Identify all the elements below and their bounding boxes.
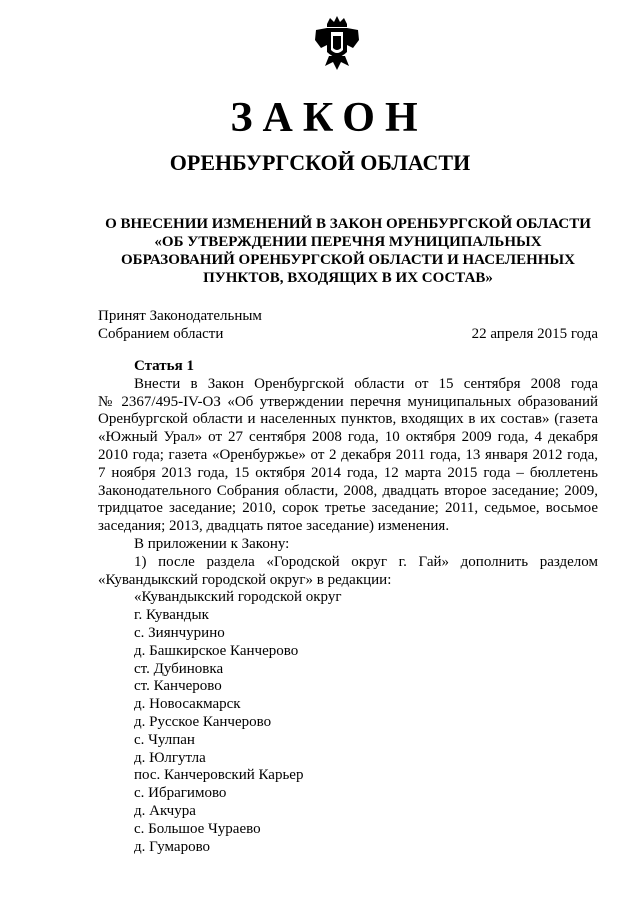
article-line: № 2367/495-IV-ОЗ «Об утверждении перечня муниципальных образований (98, 393, 598, 410)
article-line: заседания; 2013, двадцать пятое заседание) изменения. (98, 518, 450, 535)
list-item: д. Акчура (134, 802, 196, 819)
list-item: д. Гумарово (134, 838, 211, 855)
article-line: 7 ноября 2013 года, 15 октября 2014 года, 12 марта 2015 года – бюллетень (98, 464, 598, 481)
item-line: «Кувандыкский городской округ» в редакции: (98, 571, 392, 588)
article-heading: Статья 1 (134, 358, 194, 374)
list-item: с. Чулпан (134, 731, 195, 748)
item-line: 1) после раздела «Городской округ г. Гай» дополнить разделом (134, 553, 598, 570)
list-item: «Кувандыкский городской округ (134, 589, 342, 606)
law-body (98, 358, 598, 856)
list-item: г. Кувандык (134, 607, 209, 624)
subject-line: О ВНЕСЕНИИ ИЗМЕНЕНИЙ В ЗАКОН ОРЕНБУРГСКОЙ ОБЛАСТИ (105, 216, 591, 232)
law-title: ЗАКОН (230, 95, 428, 141)
list-item: д. Башкирское Канчерово (134, 642, 299, 659)
adopted-line: Собранием области (98, 326, 224, 342)
list-item: с. Зиянчурино (134, 624, 225, 641)
list-item: с. Ибрагимово (134, 785, 227, 802)
article-line: тридцатое заседание; 2010, сорок третье заседание; 2011, седьмое, восьмое (98, 500, 598, 517)
adopted-date: 22 апреля 2015 года (471, 326, 598, 342)
article-line: «Южный Урал» от 27 сентября 2008 года, 10 октября 2009 года, 4 декабря (98, 429, 598, 446)
article-line: 2010 года; газета «Оренбуржье» от 2 декабря 2011 года, 13 января 2012 года, (98, 446, 598, 463)
list-item: д. Новосакмарск (134, 696, 241, 713)
settlement-list (98, 589, 598, 856)
adopted-line: Принят Законодательным (98, 308, 262, 324)
appendix-intro: В приложении к Закону: (134, 535, 290, 552)
subject-line: ПУНКТОВ, ВХОДЯЩИХ В ИХ СОСТАВ» (203, 270, 493, 286)
article-line: Внести в Закон Оренбургской области от 15 сентября 2008 года (134, 375, 598, 392)
region-title: ОРЕНБУРГСКОЙ ОБЛАСТИ (169, 150, 471, 175)
list-item: ст. Дубиновка (134, 660, 224, 677)
subject-line: ОБРАЗОВАНИЙ ОРЕНБУРГСКОЙ ОБЛАСТИ И НАСЕЛЕННЫХ (121, 252, 575, 268)
subject-line: «ОБ УТВЕРЖДЕНИИ ПЕРЕЧНЯ МУНИЦИПАЛЬНЫХ (154, 234, 542, 250)
article-line: Законодательного Собрания области, 2008, двадцать второе заседание; 2009, (98, 482, 598, 499)
list-item: пос. Канчеровский Карьер (134, 767, 304, 784)
list-item: д. Юлгутла (134, 749, 206, 766)
coat-of-arms-icon (313, 14, 361, 72)
list-item: д. Русское Канчерово (134, 713, 272, 730)
adopted-by (98, 307, 262, 343)
list-item: с. Большое Чураево (134, 820, 261, 837)
article-line: Оренбургской области и населенных пунктов, входящих в их состав» (газета (98, 411, 598, 428)
law-subject (98, 215, 598, 287)
list-item: ст. Канчерово (134, 678, 222, 695)
